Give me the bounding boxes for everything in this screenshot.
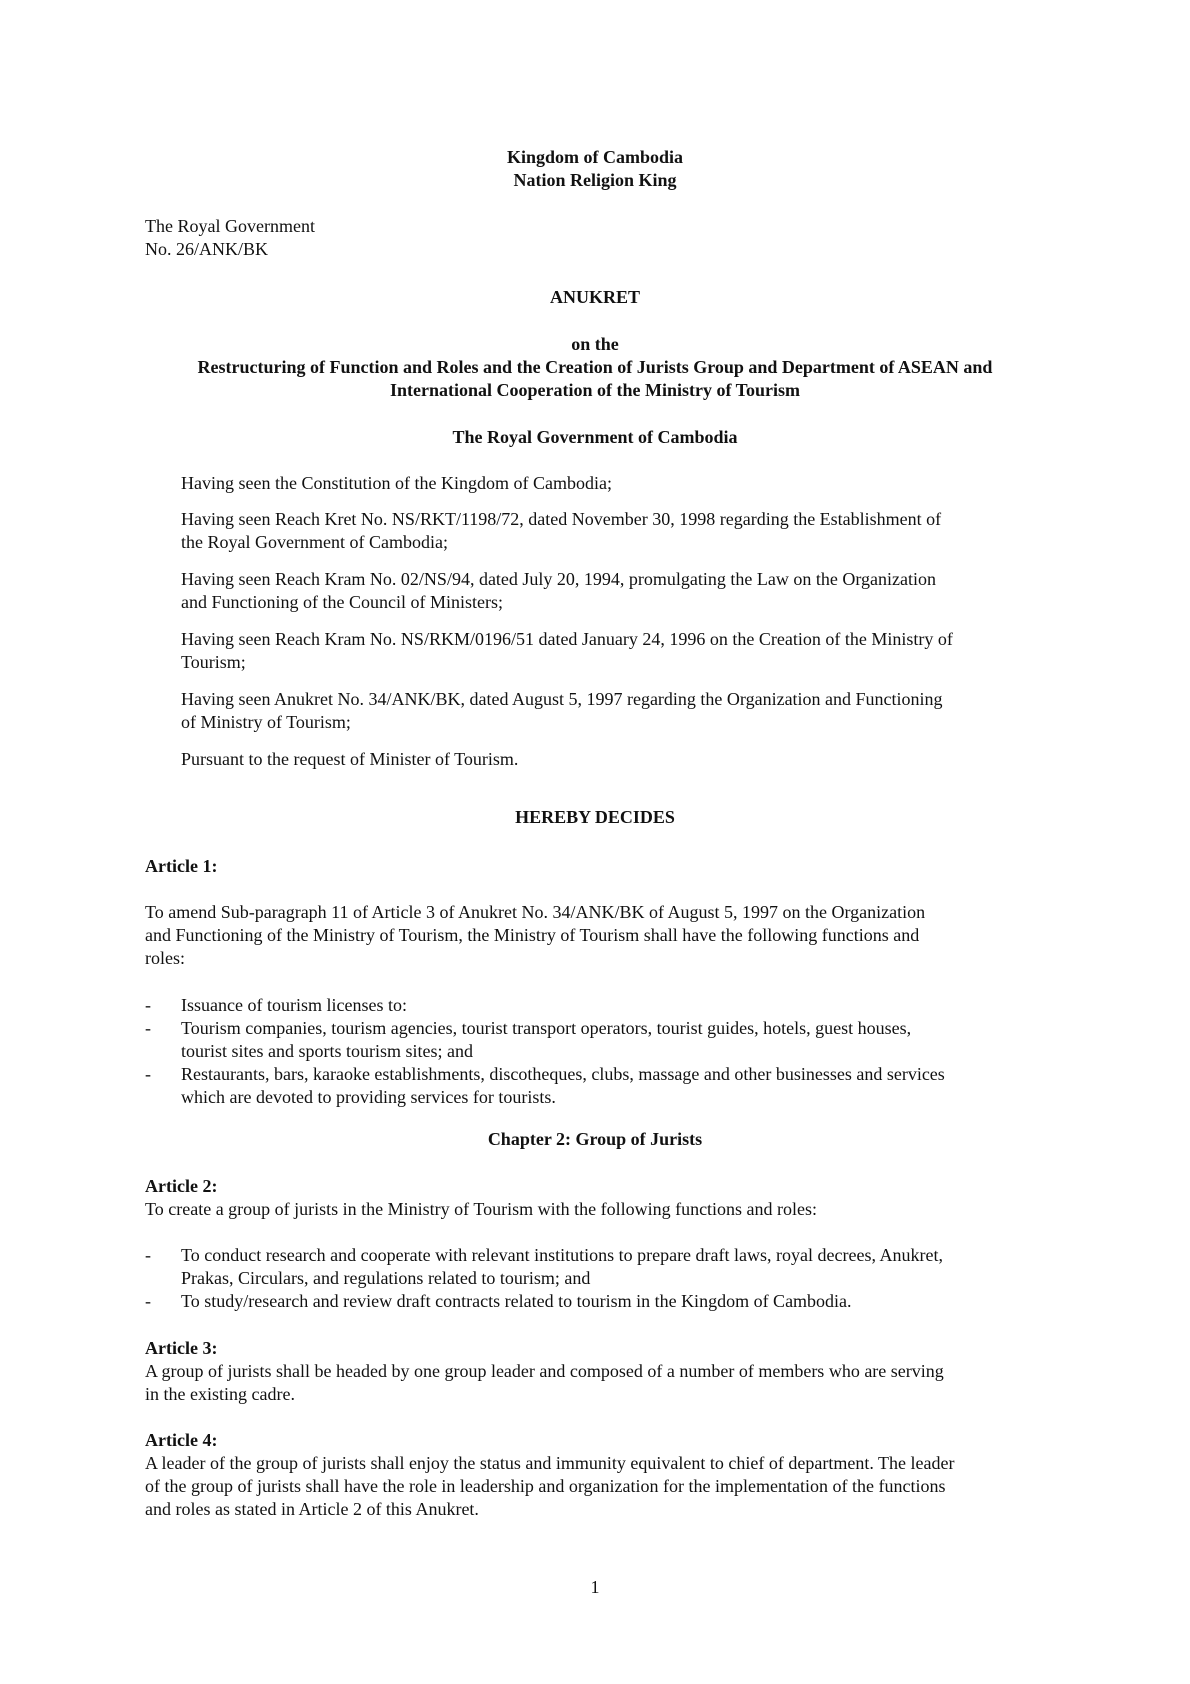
article-2-body: To create a group of jurists in the Ministry of Tourism with the following functions and roles: [145, 1199, 818, 1219]
document-page: Kingdom of Cambodia Nation Religion King The Royal Government No. 26/ANK/BK ANUKRET on the Restructuring of Function and Roles and the Creation of Jurists Group and Department of ASEAN and International Cooperation of the Ministry of Tourism The Royal Government of Cambodia Having seen the Constitution of the Kingdom of Cambodia; Having seen Reach Kret No. NS/RKT/1198/72, dated November 30, 1998 regarding the Establishment of the Royal Government of Cambodia; Having seen Reach Kram No. 02/NS/94, dated July 20, 1994, promulgating the Law on the Organization and Functioning of the Council of Ministers; Having seen Reach Kram No. NS/RKM/0196/51 dated January 24, 1996 on the Creation of the Ministry of Tourism; Having seen Anukret No. 34/ANK/BK, dated August 5, 1997 regarding the Organization and Functioning of Ministry of Tourism; Pursuant to the request of Minister of Tourism. HEREBY DECIDES Article 1: To amend Sub-paragraph 11 of Article 3 of Anukret No. 34/ANK/BK of August 5, 1997 on the Organization and Functioning of the Ministry of Tourism, the Ministry of Tourism shall have the following functions and roles: - Issuance of tourism licenses to: - Tourism companies, tourism agencies, tourist transport operators, tourist guides, hotels, guest houses, tourist sites and sports tourism sites; and - Restaurants, bars, karaoke establishments, discotheques, clubs, massage and other businesses and services which are devoted to providing services for tourists. Chapter 2: Group of Jurists Article 2: To create a group of jurists in the Ministry of Tourism with the following functions and roles: - To conduct research and cooperate with relevant institutions to prepare draft laws, royal decrees, Anukret, Prakas, Circulars, and regulations related to tourism; and - To study/research and review draft contracts related to tourism in the Kingdom of Cambodia. Article 3: A group of jurists shall be headed by one group leader and composed of a number of members who are serving in the existing cadre. Article 4: A leader of the group of jurists shall enjoy the status and immunity equivalent to chief of department. The leader of the group of jurists shall have the role in leadership and organization for the implementation of the functions and roles as stated in Article 2 of this Anukret. 1 [0, 0, 1190, 1684]
article-3-heading: Article 3: [145, 1338, 218, 1358]
article-1-body: To amend Sub-paragraph 11 of Article 3 of Anukret No. 34/ANK/BK of August 5, 1997 on the Organization and Functioning of the Ministry of Tourism, the Ministry of Tourism shall have the following functions and roles: [145, 902, 926, 968]
article-4-body: A leader of the group of jurists shall enjoy the status and immunity equivalent to chief of department. The leader of the group of jurists shall have the role in leadership and organization for the implementation of the functions and roles as stated in Article 2 of this Anukret. [145, 1453, 955, 1519]
title-subject-line1: Restructuring of Function and Roles and the Creation of Jurists Group and Department of ASEAN and [197, 357, 993, 377]
header-motto: Nation Religion King [513, 170, 677, 190]
hereby-decides-heading: HEREBY DECIDES [515, 807, 675, 827]
article-2-heading: Article 2: [145, 1176, 218, 1196]
article-3-body: A group of jurists shall be headed by one group leader and composed of a number of members who are serving in the existing cadre. [145, 1361, 944, 1404]
title-authority: The Royal Government of Cambodia [452, 427, 738, 447]
title-subject-line2: International Cooperation of the Ministry of Tourism [389, 380, 800, 400]
page-number: 1 [590, 1577, 600, 1597]
preamble-request: Pursuant to the request of Minister of Tourism. [181, 749, 519, 769]
preamble-constitution: Having seen the Constitution of the Kingdom of Cambodia; [181, 473, 612, 493]
issuer-number: No. 26/ANK/BK [145, 239, 269, 259]
article-4-heading: Article 4: [145, 1430, 218, 1450]
chapter-2-heading: Chapter 2: Group of Jurists [487, 1129, 703, 1149]
preamble-anukret-1997: Having seen Anukret No. 34/ANK/BK, dated August 5, 1997 regarding the Organization and Functioning of Ministry of Tourism; [181, 689, 943, 732]
document-type-title: ANUKRET [549, 287, 640, 307]
preamble-reach-kret: Having seen Reach Kret No. NS/RKT/1198/72, dated November 30, 1998 regarding the Establishment of the Royal Government of Cambodia; [181, 509, 942, 552]
preamble-reach-kram-1996: Having seen Reach Kram No. NS/RKM/0196/51 dated January 24, 1996 on the Creation of the Ministry of Tourism; [181, 629, 953, 672]
article-1-heading: Article 1: [145, 856, 218, 876]
header-kingdom: Kingdom of Cambodia [506, 147, 684, 167]
preamble-reach-kram-1994: Having seen Reach Kram No. 02/NS/94, dated July 20, 1994, promulgating the Law on the Organization and Functioning of the Council of Ministers; [181, 569, 937, 612]
issuer-name: The Royal Government [145, 216, 315, 236]
title-on-the: on the [571, 334, 619, 354]
